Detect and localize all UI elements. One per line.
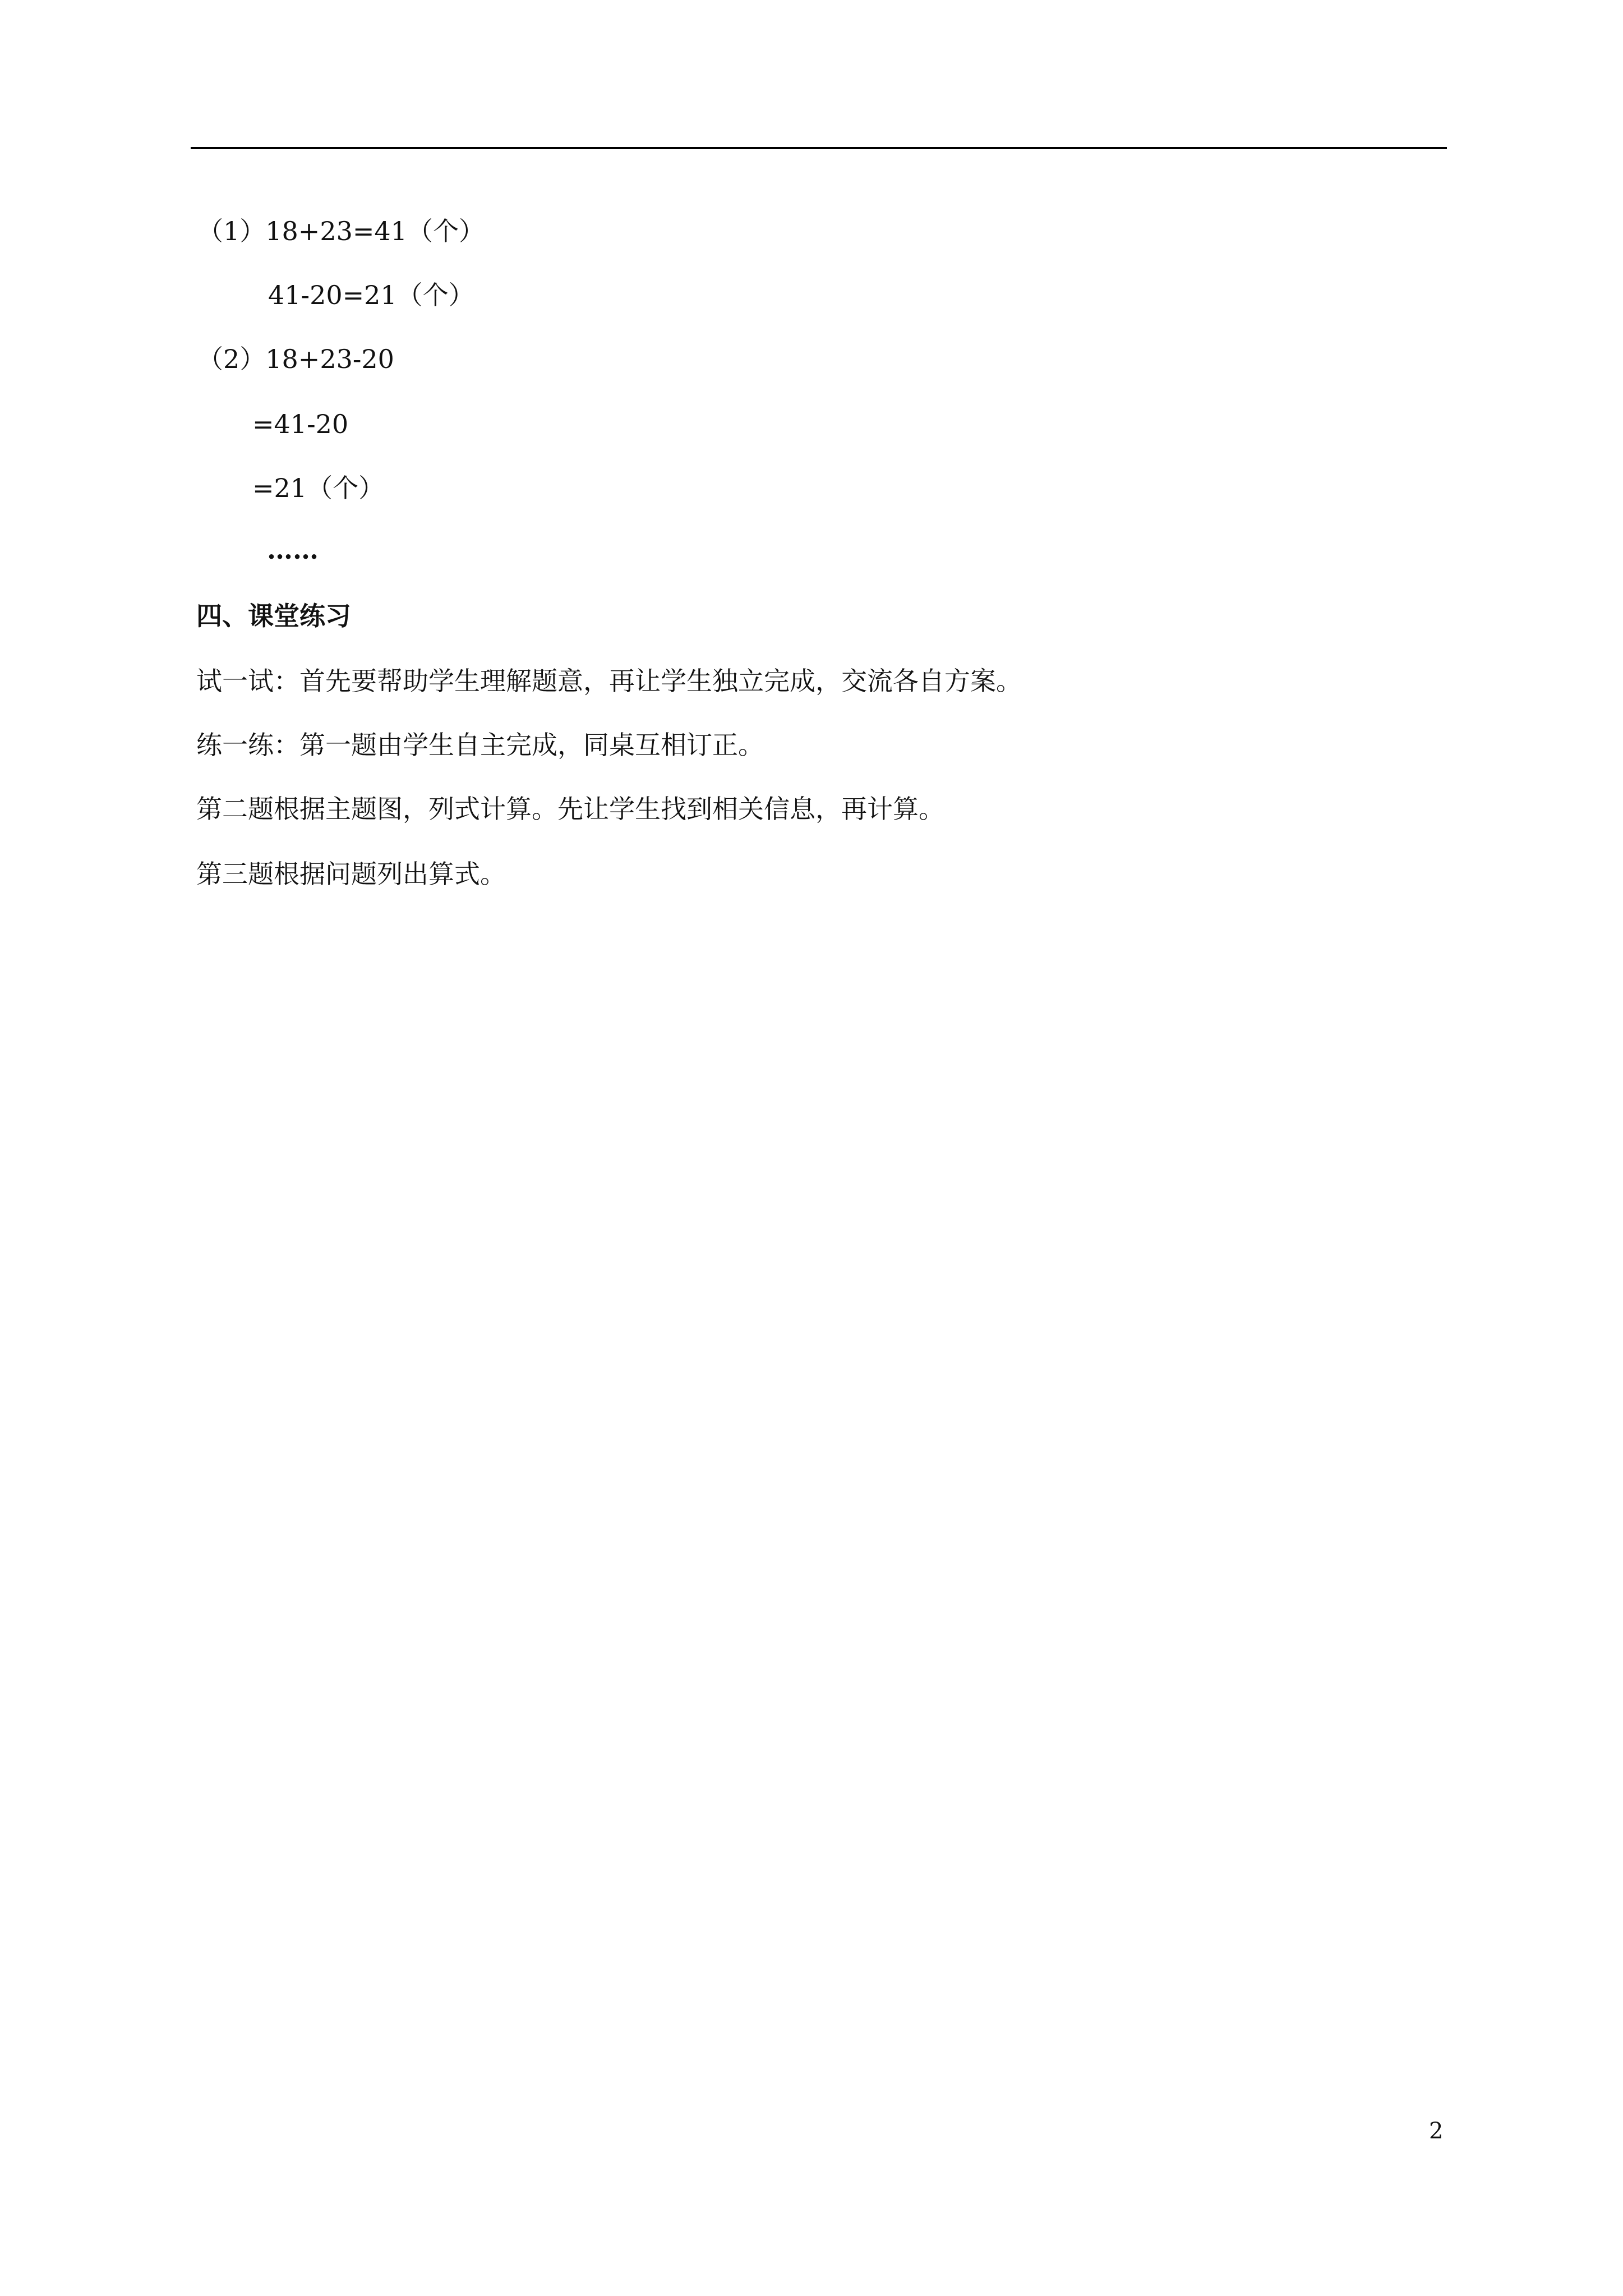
header-rule xyxy=(191,147,1447,149)
paragraph-second-question: 第二题根据主题图，列式计算。先让学生找到相关信息，再计算。 xyxy=(196,794,944,824)
ellipsis: …… xyxy=(267,535,319,565)
calc-line-2: 41-20=21（个） xyxy=(268,280,474,310)
calc-line-3: （2）18+23-20 xyxy=(197,344,394,374)
paragraph-third-question: 第三题根据问题列出算式。 xyxy=(196,859,506,889)
paragraph-practice: 练一练：第一题由学生自主完成，同桌互相订正。 xyxy=(196,730,764,760)
paragraph-try: 试一试：首先要帮助学生理解题意，再让学生独立完成，交流各自方案。 xyxy=(196,666,1022,696)
calc-line-5: =21（个） xyxy=(252,473,385,503)
calc-line-1: （1）18+23=41（个） xyxy=(197,216,485,246)
page-number: 2 xyxy=(1429,2118,1444,2144)
section-heading: 四、课堂练习 xyxy=(196,601,351,631)
calc-line-4: =41-20 xyxy=(252,409,349,439)
